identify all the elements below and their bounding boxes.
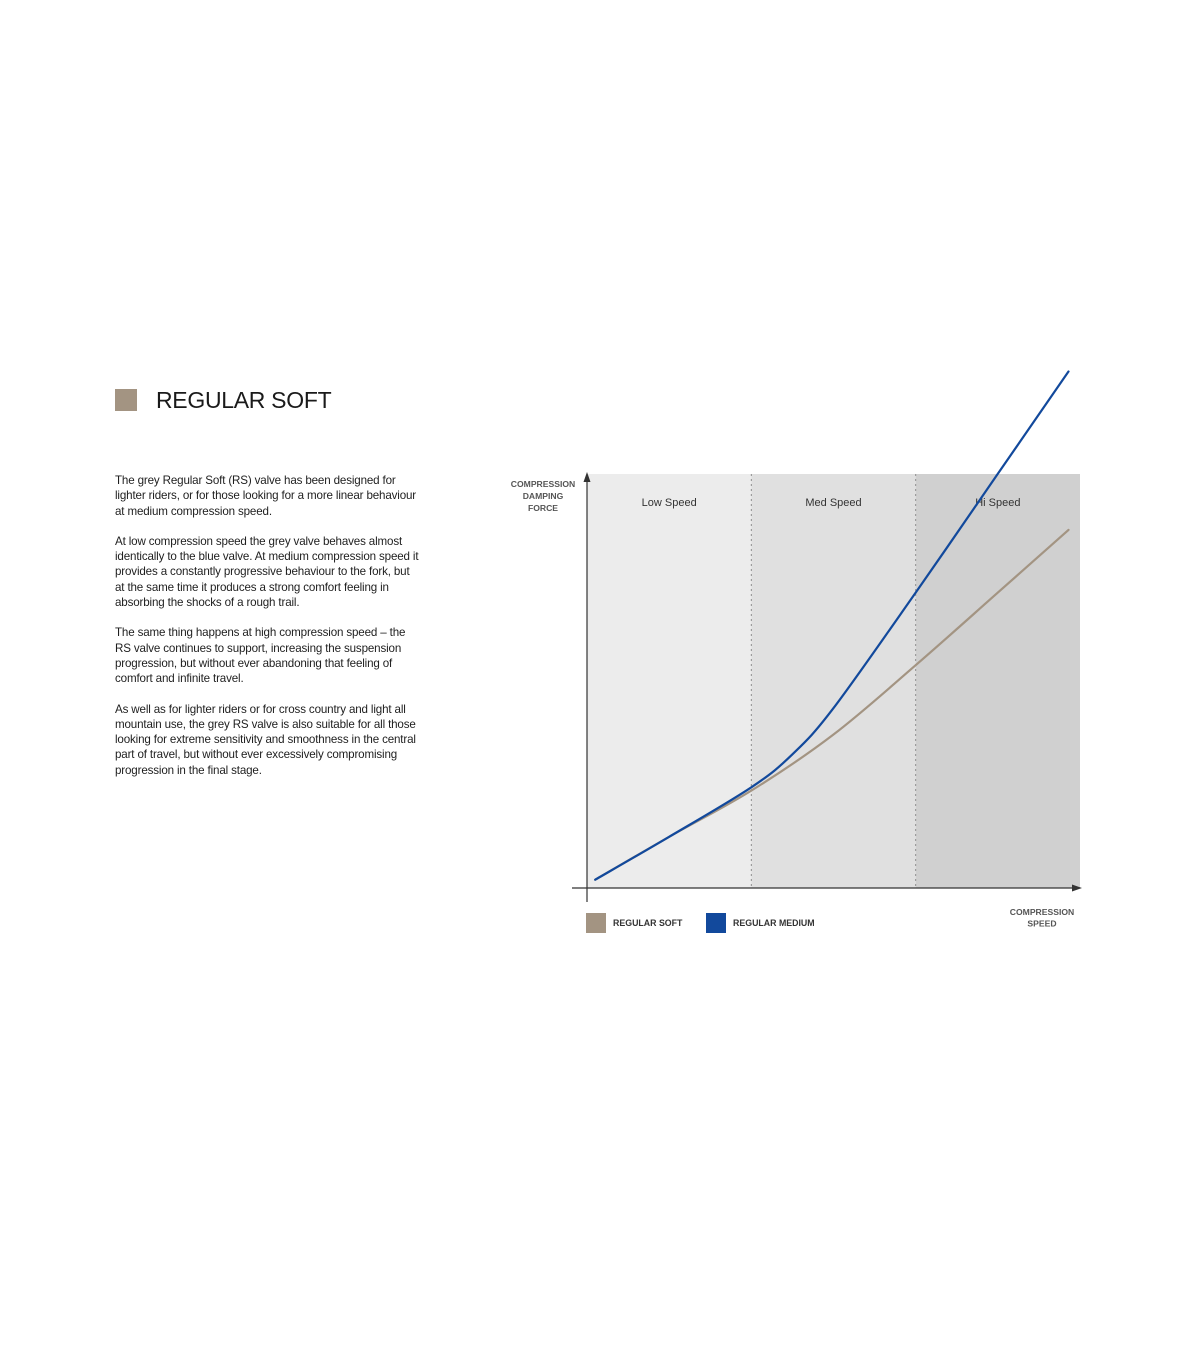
legend-label-regular-soft: REGULAR SOFT: [613, 918, 683, 928]
legend-swatch-regular-medium: [706, 913, 726, 933]
x-axis-label-line-1: COMPRESSION: [1009, 907, 1075, 917]
zone-label-1: Low Speed: [641, 497, 697, 509]
y-axis-label-line-2: DAMPING: [522, 491, 564, 501]
legend-swatch-regular-soft: [586, 913, 606, 933]
legend-label-regular-medium: REGULAR MEDIUM: [733, 918, 815, 928]
zone-background-3: [916, 474, 1080, 888]
description-paragraph-2: At low compression speed the grey valve behaves almost identically to the blue valve. At medium compression speed it provides a constantly progressive behaviour to the fork, but at the same time it produces a strong comfort feeling in absorbing the shocks of a rough trail.: [115, 534, 419, 610]
description-paragraph-4: As well as for lighter riders or for cross country and light all mountain use, the grey RS valve is also suitable for all those looking for extreme sensitivity and smoothness in the central part of travel, but without ever excessively compromising progression in the final stage.: [115, 702, 416, 777]
zone-background-2: [751, 474, 915, 888]
zone-background-1: [587, 474, 751, 888]
zone-label-3: Hi Speed: [975, 497, 1021, 509]
y-axis-label-line-1: COMPRESSION: [510, 479, 576, 489]
page-title: REGULAR SOFT: [156, 386, 332, 413]
x-axis-label-line-2: SPEED: [1027, 918, 1057, 929]
description-paragraph-3: The same thing happens at high compression speed – the RS valve continues to support, increasing the suspension progression, but without ever abandoning that feeling of comfort and infinite travel.: [115, 626, 406, 686]
description-paragraph-1: The grey Regular Soft (RS) valve has been designed for lighter riders, or for those looking for a more linear behaviour at medium compression speed.: [115, 474, 417, 518]
y-axis-label-line-3: FORCE: [527, 503, 559, 513]
zone-label-2: Med Speed: [805, 497, 862, 509]
